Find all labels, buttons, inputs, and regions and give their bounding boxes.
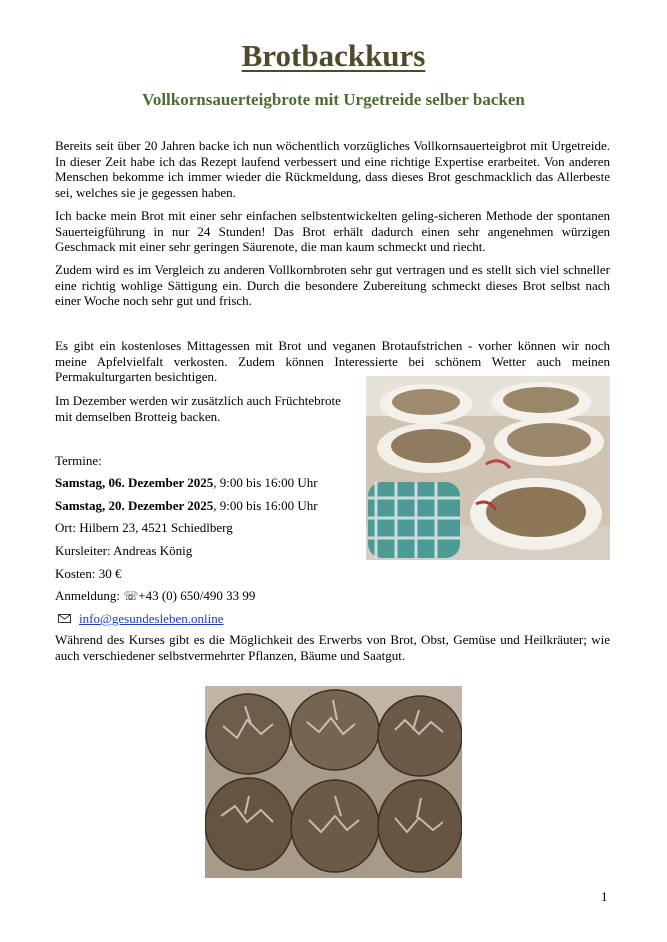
- course-cost: Kosten: 30 €: [55, 566, 122, 581]
- course-date-2-day: Samstag, 20. Dezember 2025: [55, 498, 214, 513]
- registration-label: Anmeldung:: [55, 588, 124, 603]
- registration-phone: +43 (0) 650/490 33 99: [138, 588, 256, 603]
- email-row: [58, 611, 223, 626]
- registration-line: [55, 588, 255, 604]
- purchase-paragraph: Während des Kurses gibt es die Möglichkeit des Erwerbs von Brot, Obst, Gemüse und Heilkräuter; wie auch verschiedener selbstvermehrter Pflanzen, Bäume und Saatgut.: [55, 632, 610, 663]
- intro-paragraph: Bereits seit über 20 Jahren backe ich nun wöchentlich vorzügliches Vollkornsauerteigbrot mit Urgetreide. In dieser Zeit habe ich das Rezept laufend verbessert und eine richtige Expertise erarbeitet. Von anderen Menschen bekomme ich immer wieder die Rückmeldung, dass dieses Brot geschmacklich das Allerbeste sei, welches sie je gegessen haben.: [55, 138, 610, 200]
- digestibility-paragraph: Zudem wird es im Vergleich zu anderen Vollkornbroten sehr gut vertragen und es stellt sich viel schneller eine richtig wohlige Sättigung ein. Durch die besondere Zubereitung schmeckt dieses Brot selbst nach einer Woche noch sehr gut und frisch.: [55, 262, 610, 308]
- baked-loaves-photo: [205, 686, 462, 878]
- course-date-2-time: , 9:00 bis 16:00 Uhr: [213, 498, 318, 513]
- course-instructor: Kursleiter: Andreas König: [55, 543, 193, 558]
- december-paragraph: Im Dezember werden wir zusätzlich auch Früchtebrote mit demselben Brotteig backen.: [55, 393, 341, 424]
- page-title: Brotbackkurs: [241, 38, 426, 73]
- dough-baskets-photo: [366, 376, 610, 560]
- telephone-icon: ☏: [123, 589, 139, 603]
- lunch-paragraph: Es gibt ein kostenloses Mittagessen mit Brot und veganen Brotaufstrichen - vorher können wir noch meine Apfelvielfalt verkosten. Zudem können Interessierte bei schönem Wetter auch meinen Permakulturgarten besichtigen.: [55, 338, 610, 384]
- page-number: 1: [601, 889, 608, 904]
- course-date-1-time: , 9:00 bis 16:00 Uhr: [213, 475, 318, 490]
- method-paragraph: Ich backe mein Brot mit einer sehr einfachen selbstentwickelten geling-sicheren Methode der spontanen Sauerteigführung in nur 24 Stunden! Das Brot erhält dadurch einen sehr angenehmen würzigen Geschmack mit einer sehr geringen Säurenote, die man kaum schmeckt und riecht.: [55, 208, 610, 254]
- envelope-icon: [58, 614, 71, 623]
- course-date-2: [55, 498, 318, 513]
- email-link[interactable]: info@gesundesleben.online: [79, 611, 224, 626]
- course-date-1-day: Samstag, 06. Dezember 2025: [55, 475, 214, 490]
- course-date-1: [55, 475, 318, 490]
- page-subtitle: Vollkornsauerteigbrote mit Urgetreide selber backen: [142, 90, 525, 109]
- course-location: Ort: Hilbern 23, 4521 Schiedlberg: [55, 520, 233, 535]
- schedule-heading: Termine:: [55, 453, 102, 468]
